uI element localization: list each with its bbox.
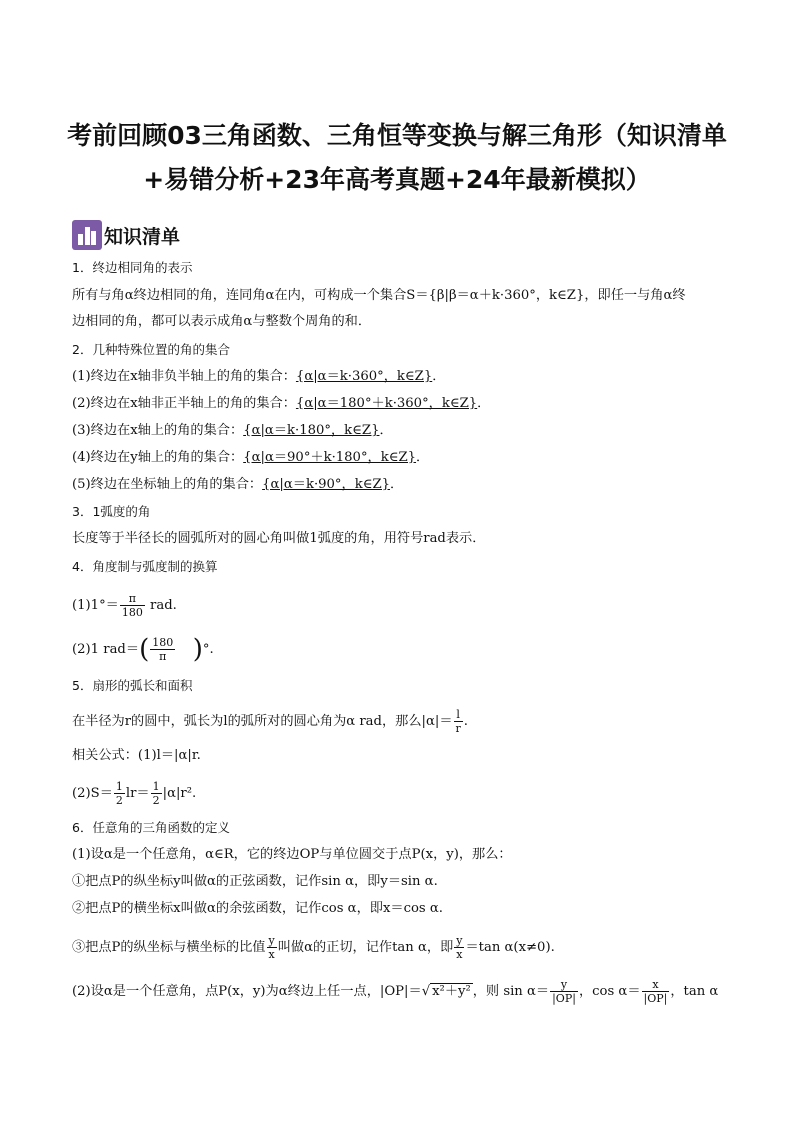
bar-chart-icon [72,220,102,250]
list-item: (5)终边在坐标轴上的角的集合：{α|α＝k·90°，k∈Z}． [72,477,404,492]
paragraph: ③把点P的纵坐标与横坐标的比值 $\frac{y}{x}$ 叫做α的正切，记作tan α，即 $\frac{y}{x}$ ＝tan α(x≠0). [72,934,555,961]
formula-radian-to-degree: (2)1 rad＝( $\frac{180}{\pi}$ )°. [72,634,214,665]
document-title-line-1: 考前回顾03三角函数、三角恒等变换与解三角形（知识清单 [67,121,727,150]
paragraph: 长度等于半径长的圆弧所对的圆心角叫做1弧度的角，用符号rad表示． [72,531,486,546]
paragraph: (2)设α是一个任意角，点P(x，y)为α终边上任一点，|OP|＝√ x²＋y² ，则 sin α＝ $\frac{y}{|OP|}$ ，cos α＝ $\frac{x}{|OP|}$ ，tan α [72,978,719,1005]
heading-1: 1．终边相同角的表示 [72,260,193,275]
heading-6: 6．任意角的三角函数的定义 [72,820,230,835]
heading-3: 3．1弧度的角 [72,504,151,519]
paragraph: 在半径为r的圆中，弧长为l的弧所对的圆心角为α rad，那么|α|＝ $\frac{l}{r}$ . [72,708,468,735]
paragraph: (1)设α是一个任意角，α∈R，它的终边OP与单位圆交于点P(x，y)，那么： [72,847,512,862]
heading-4: 4．角度制与弧度制的换算 [72,559,218,574]
list-item: (3)终边在x轴上的角的集合：{α|α＝k·180°，k∈Z}． [72,423,393,438]
list-item: (2)终边在x轴非正半轴上的角的集合：{α|α＝180°＋k·360°，k∈Z}． [72,396,491,411]
paragraph: 所有与角α终边相同的角，连同角α在内，可构成一个集合S＝{β|β＝α＋k·360°，k∈Z}，即任一与角α终 [72,288,686,303]
document-title-line-2: +易错分析+23年高考真题+24年最新模拟） [143,165,651,194]
paragraph: 相关公式：(1)l＝|α|r. [72,748,201,763]
list-item: (4)终边在y轴上的角的集合：{α|α＝90°＋k·180°，k∈Z}． [72,450,430,465]
section-header [72,218,180,250]
paragraph: ①把点P的纵坐标y叫做α的正弦函数，记作sin α，即y＝sin α. [72,874,438,889]
paragraph: ②把点P的横坐标x叫做α的余弦函数，记作cos α，即x＝cos α. [72,901,443,916]
paragraph: 边相同的角，都可以表示成角α与整数个周角的和． [72,314,372,329]
list-item: (1)终边在x轴非负半轴上的角的集合：{α|α＝k·360°，k∈Z}． [72,369,446,384]
section-title: 知识清单 [104,226,181,248]
heading-2: 2．几种特殊位置的角的集合 [72,342,230,357]
formula-degree-to-radian: (1)1°＝ $\frac{\pi}{180}$ rad. [72,592,177,619]
heading-5: 5．扇形的弧长和面积 [72,678,193,693]
formula-sector-area: (2)S＝ $\frac{1}{2}$ lr＝ $\frac{1}{2}$ |α|r². [72,780,197,807]
